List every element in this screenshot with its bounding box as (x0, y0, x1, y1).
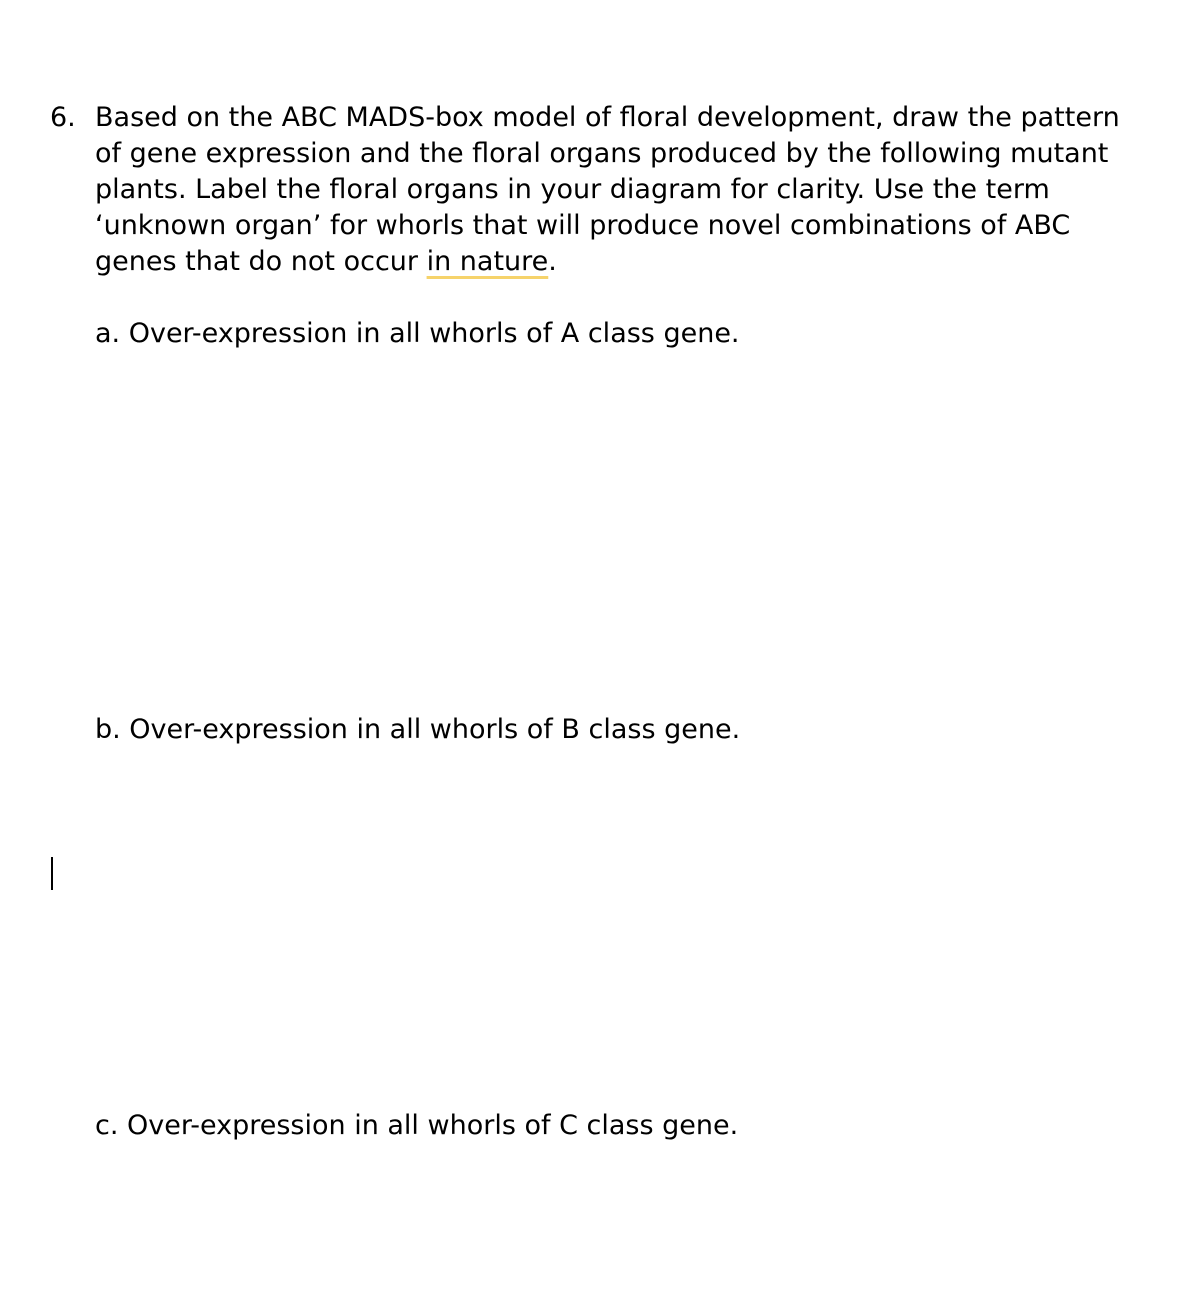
grammar-suggestion-underline[interactable]: in nature (426, 246, 549, 277)
question-line-5 (95, 244, 1170, 280)
question-line-4: ‘unknown organ’ for whorls that will produce novel combinations of ABC (95, 210, 1071, 241)
question-text[interactable] (95, 100, 1170, 280)
text-cursor (51, 857, 53, 890)
part-a-prompt: a. Over-expression in all whorls of A class gene. (95, 318, 740, 349)
question-line-1: Based on the ABC MADS-box model of floral development, draw the pattern (95, 102, 1120, 133)
question-6 (50, 100, 1170, 280)
part-c-prompt: c. Over-expression in all whorls of C class gene. (95, 1110, 739, 1141)
question-line-3: plants. Label the floral organs in your diagram for clarity. Use the term (95, 174, 1050, 205)
question-number: 6. (50, 102, 76, 133)
question-line-2: of gene expression and the floral organs produced by the following mutant (95, 138, 1109, 169)
part-b-prompt: b. Over-expression in all whorls of B class gene. (95, 714, 741, 745)
question-line-5-period: . (548, 246, 557, 277)
question-line-5-text: genes that do not occur (95, 246, 427, 277)
